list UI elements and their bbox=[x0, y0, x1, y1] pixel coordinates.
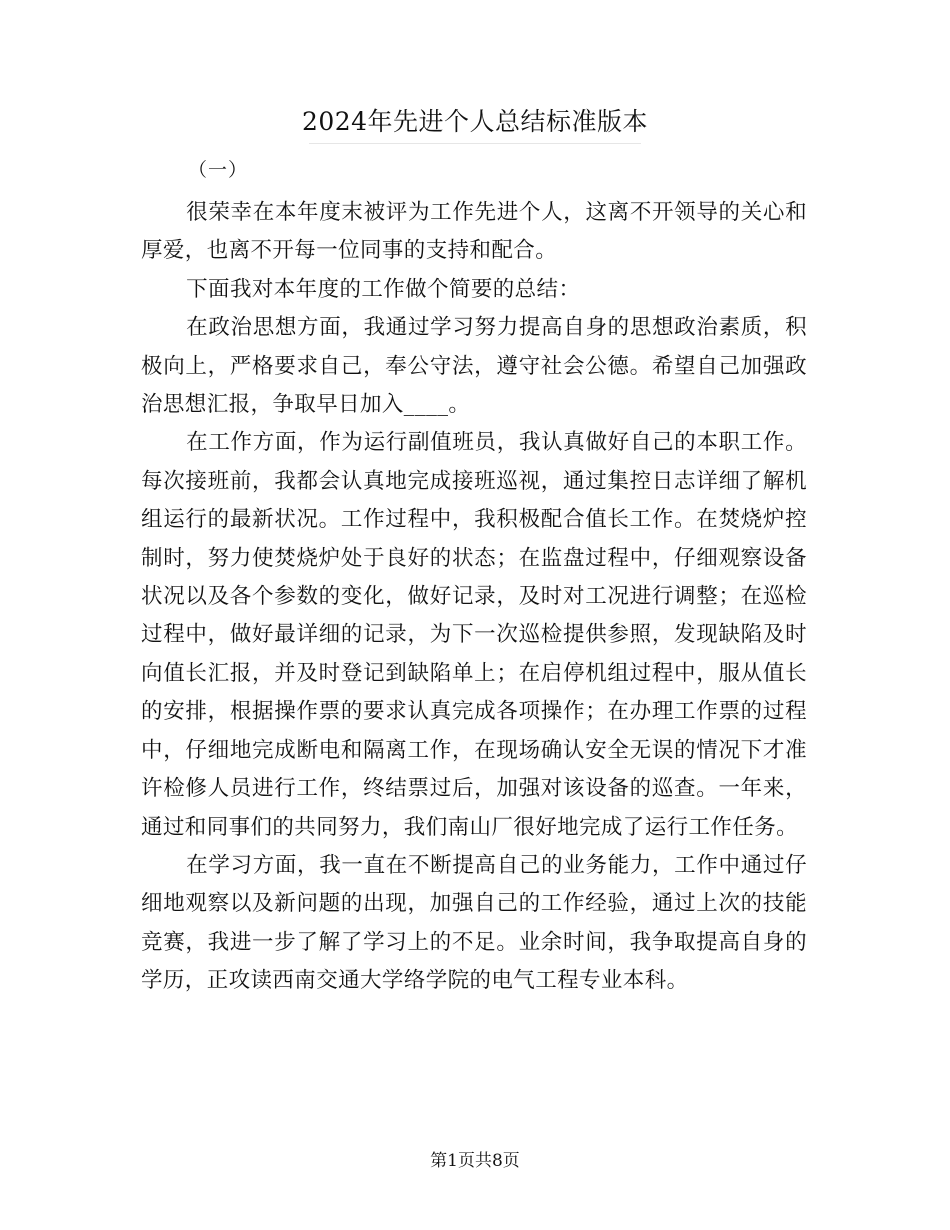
document-body bbox=[141, 194, 807, 1001]
section-label: （一） bbox=[188, 159, 249, 181]
paragraph: 在工作方面，作为运行副值班员，我认真做好自己的本职工作。每次接班前，我都会认真地完成接班巡视，通过集控日志详细了解机组运行的最新状况。工作过程中，我积极配合值长工作。在焚烧炉控制时，努力使焚烧炉处于良好的状态；在监盘过程中，仔细观察设备状况以及各个参数的变化，做好记录，及时对工况进行调整；在巡检过程中，做好最详细的记录，为下一次巡检提供参照，发现缺陷及时向值长汇报，并及时登记到缺陷单上；在启停机组过程中，服从值长的安排，根据操作票的要求认真完成各项操作；在办理工作票的过程中，仔细地完成断电和隔离工作，在现场确认安全无误的情况下才准许检修人员进行工作，终结票过后，加强对该设备的巡查。一年来，通过和同事们的共同努力，我们南山厂很好地完成了运行工作任务。 bbox=[141, 430, 807, 840]
page-number-footer: 第1页共8页 bbox=[430, 1151, 520, 1171]
document-title: 2024年先进个人总结标准版本 bbox=[301, 107, 649, 136]
paragraph: 下面我对本年度的工作做个简要的总结： bbox=[186, 276, 581, 302]
title-underline bbox=[309, 143, 641, 144]
paragraph: 很荣幸在本年度末被评为工作先进个人，这离不开领导的关心和厚爱，也离不开每一位同事的支持和配合。 bbox=[141, 200, 807, 264]
paragraph: 在政治思想方面，我通过学习努力提高自身的思想政治素质，积极向上，严格要求自己，奉公守法，遵守社会公德。希望自己加强政治思想汇报，争取早日加入____。 bbox=[141, 315, 807, 418]
paragraph: 在学习方面，我一直在不断提高自己的业务能力，工作中通过仔细地观察以及新问题的出现，加强自己的工作经验，通过上次的技能竞赛，我进一步了解了学习上的不足。业余时间，我争取提高自身的学历，正攻读西南交通大学络学院的电气工程专业本科。 bbox=[141, 852, 807, 994]
